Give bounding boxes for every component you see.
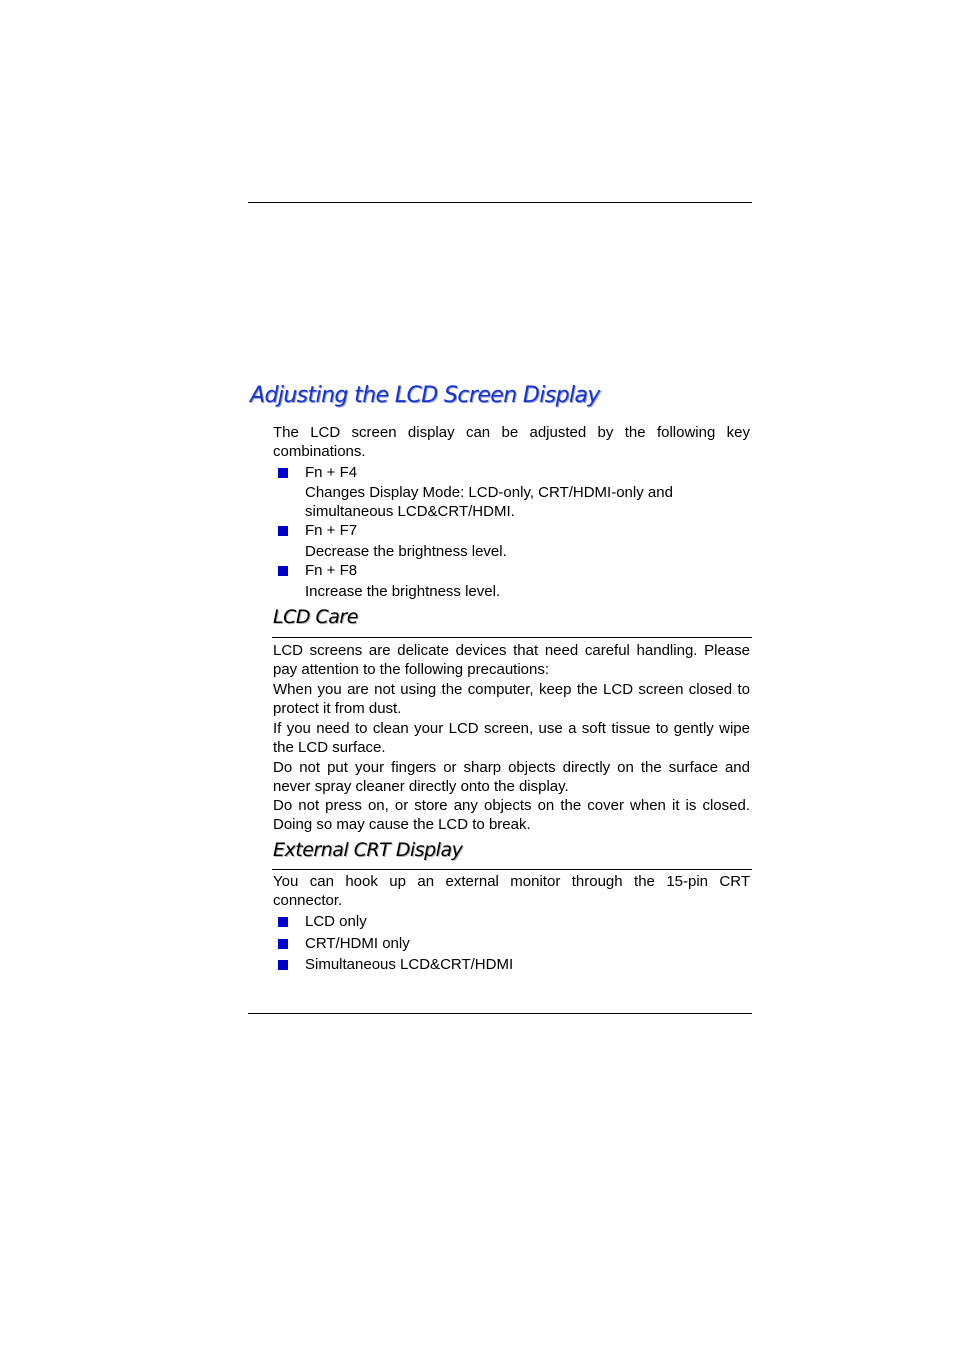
bullet-icon [278, 566, 288, 576]
lcd-care-paragraph: LCD screens are delicate devices that need careful handling. Please pay attention to the following precautions: [273, 642, 750, 678]
bullet-icon [278, 939, 288, 949]
bullet-icon [278, 526, 288, 536]
lcd-care-paragraph: If you need to clean your LCD screen, use a soft tissue to gently wipe the LCD surface. [273, 720, 750, 756]
crt-mode-item: LCD only [305, 913, 367, 930]
crt-mode-item: CRT/HDMI only [305, 935, 410, 952]
crt-title: External CRT Display [273, 839, 463, 861]
key-combo-description: Changes Display Mode: LCD-only, CRT/HDMI-only and simultaneous LCD&CRT/HDMI. [305, 484, 673, 520]
header-rule [248, 202, 752, 203]
footer-rule [248, 1013, 752, 1014]
lcd-care-rule [272, 637, 752, 638]
bullet-icon [278, 917, 288, 927]
section-intro: The LCD screen display can be adjusted by the following key combinations. [273, 424, 750, 460]
lcd-care-title: LCD Care [273, 606, 358, 628]
bullet-icon [278, 960, 288, 970]
crt-rule [272, 869, 752, 870]
crt-mode-item: Simultaneous LCD&CRT/HDMI [305, 956, 514, 973]
key-combo-label: Fn + F4 [305, 464, 358, 481]
lcd-care-paragraph: Do not press on, or store any objects on the cover when it is closed. Doing so may cause the LCD to break. [273, 797, 750, 833]
bullet-icon [278, 468, 288, 478]
key-combo-label: Fn + F8 [305, 562, 358, 579]
key-combo-label: Fn + F7 [305, 522, 358, 539]
crt-intro: You can hook up an external monitor through the 15-pin CRT connector. [273, 873, 750, 909]
lcd-care-paragraph: Do not put your fingers or sharp objects directly on the surface and never spray cleaner directly onto the display. [273, 759, 750, 795]
key-combo-description: Decrease the brightness level. [305, 543, 507, 560]
section-title: Adjusting the LCD Screen Display [250, 383, 600, 408]
key-combo-description: Increase the brightness level. [305, 583, 501, 600]
lcd-care-paragraph: When you are not using the computer, keep the LCD screen closed to protect it from dust. [273, 681, 750, 717]
